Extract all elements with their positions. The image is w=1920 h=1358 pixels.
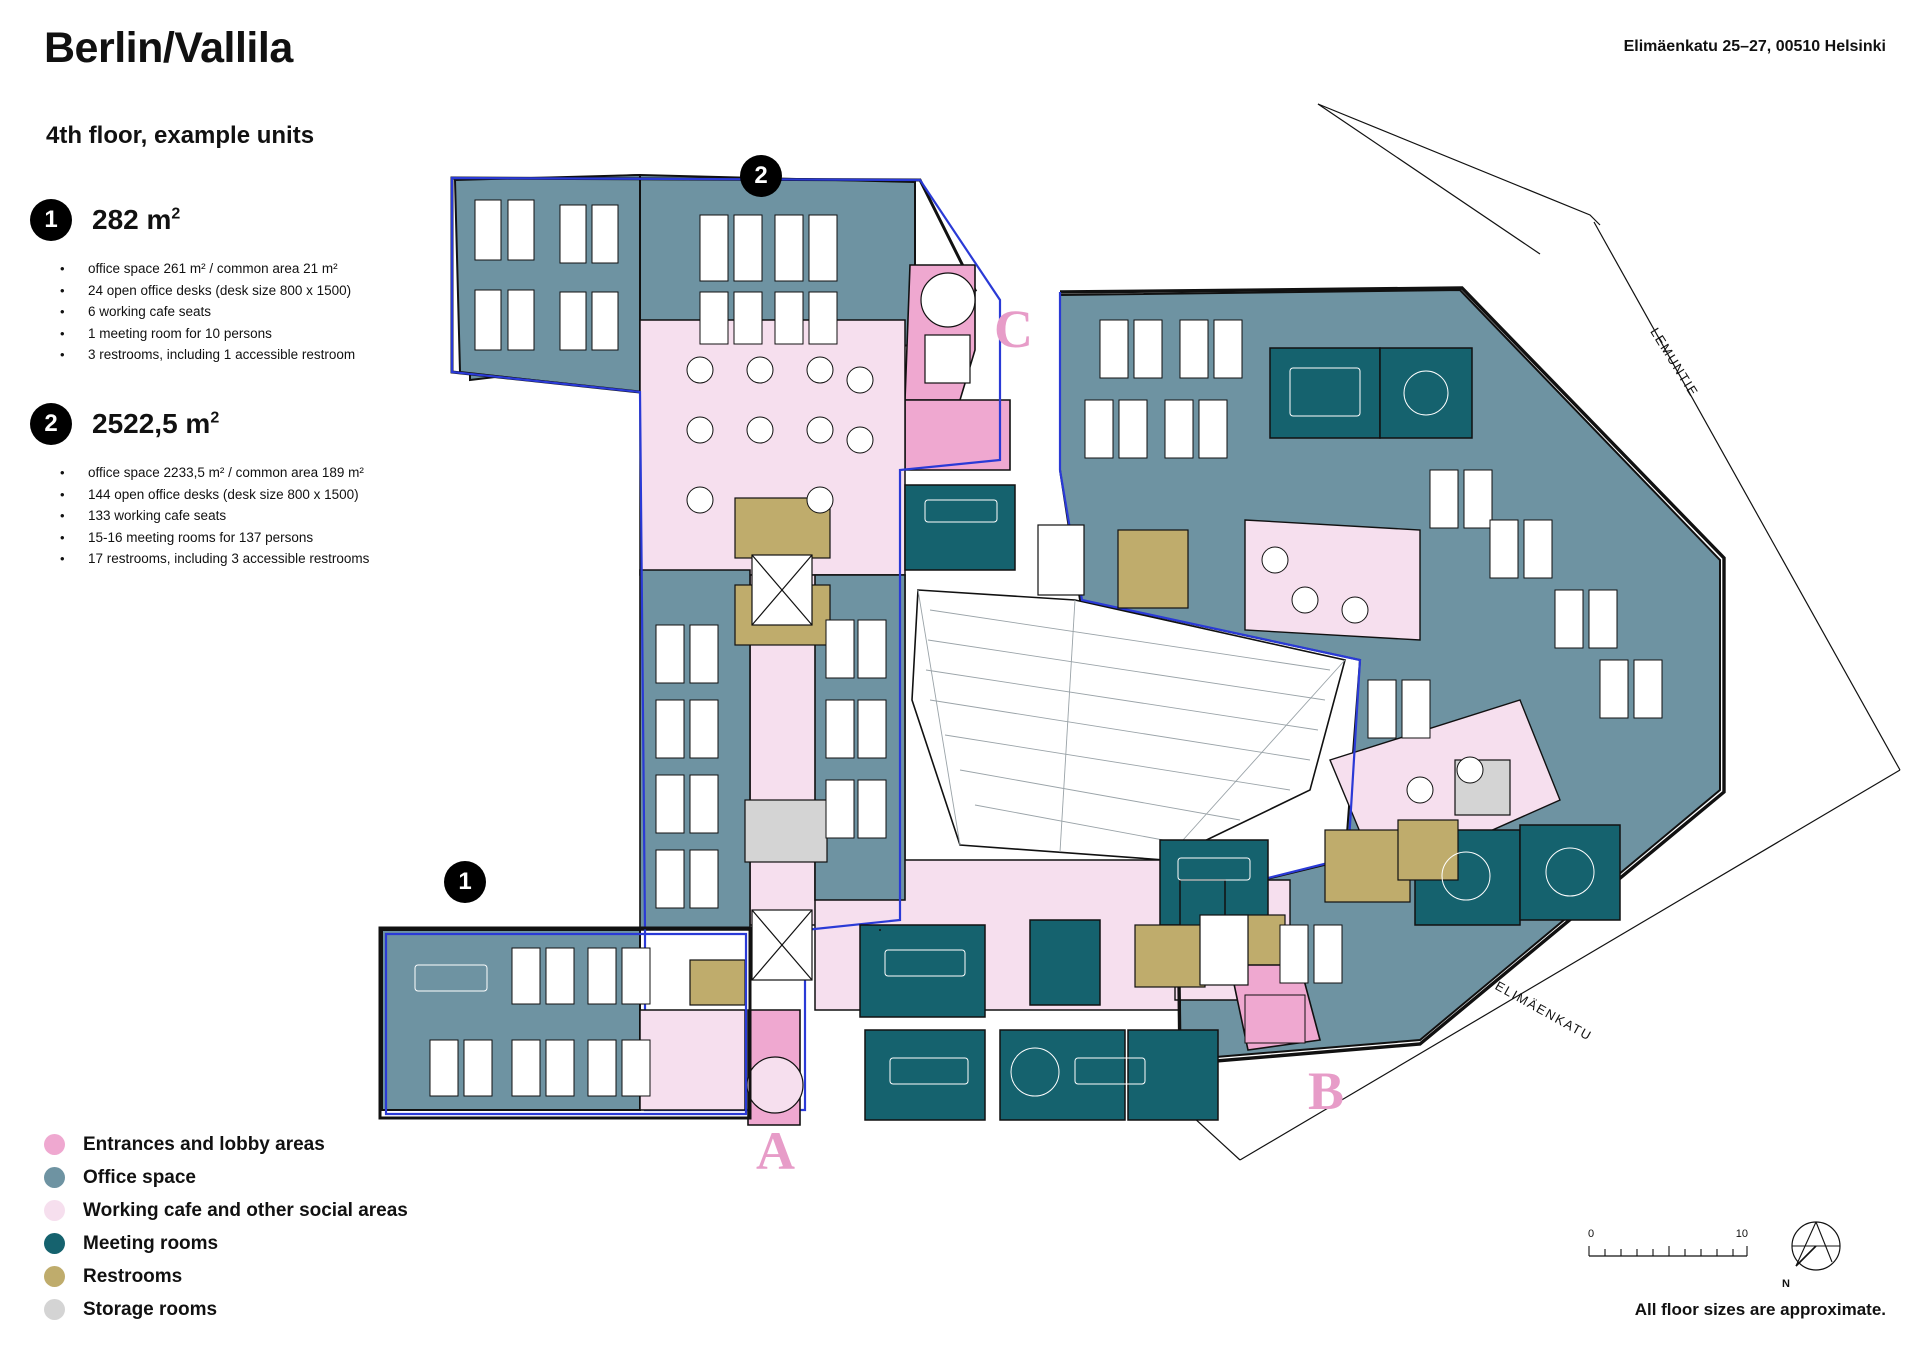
legend-label-storage: Storage rooms: [83, 1298, 218, 1320]
footnote: All floor sizes are approximate.: [1634, 1300, 1886, 1319]
list-item: • 133 working cafe seats: [52, 505, 369, 527]
unit-2-badge: 2: [30, 403, 72, 445]
scale-max: 10: [1735, 1228, 1748, 1240]
unit-1-badge: 1: [30, 199, 72, 241]
legend-swatch-restrooms: [44, 1266, 65, 1287]
list-item: • 3 restrooms, including 1 accessible restroom: [52, 344, 355, 366]
map-badge-unit-2[interactable]: 2: [740, 155, 782, 197]
entrance-label-a: A: [756, 1121, 795, 1181]
list-item: • office space 2233,5 m² / common area 189 m²: [52, 462, 369, 484]
scale-min: 0: [1588, 1228, 1595, 1240]
street-label-lemuntie: LEMUNTIE: [1647, 325, 1702, 400]
list-item: • 15-16 meeting rooms for 137 persons: [52, 527, 369, 549]
legend: [44, 1128, 408, 1326]
legend-swatch-cafe: [44, 1200, 65, 1221]
plan-zone-entrance-c: [905, 265, 1010, 470]
page-subtitle: 4th floor, example units: [46, 122, 315, 149]
legend-swatch-entrances: [44, 1134, 65, 1155]
legend-item-restrooms: [44, 1260, 408, 1293]
legend-item-storage: [44, 1293, 408, 1326]
street-label-elimaenkatu: ELIMÄENKATU: [1492, 978, 1595, 1044]
compass-icon: [1782, 1218, 1844, 1280]
entrance-label-c: C: [994, 299, 1033, 359]
unit-1-area-exponent: 2: [171, 205, 181, 223]
scale-bar-numbers: [1588, 1228, 1748, 1244]
map-badge-unit-1[interactable]: 1: [444, 861, 486, 903]
legend-swatch-meeting: [44, 1233, 65, 1254]
legend-item-meeting: [44, 1227, 408, 1260]
building-address: Elimäenkatu 25–27, 00510 Helsinki: [1623, 38, 1886, 55]
entrance-label-b: B: [1308, 1061, 1345, 1121]
page-title: Berlin/Vallila: [44, 24, 293, 72]
legend-label-entrances: Entrances and lobby areas: [83, 1133, 325, 1155]
list-item: • 6 working cafe seats: [52, 301, 355, 323]
legend-item-entrances: [44, 1128, 408, 1161]
scale-bar: [1588, 1228, 1748, 1267]
legend-swatch-office: [44, 1167, 65, 1188]
legend-item-office: [44, 1161, 408, 1194]
legend-item-cafe: [44, 1194, 408, 1227]
legend-label-restrooms: Restrooms: [83, 1265, 183, 1287]
list-item: • 1 meeting room for 10 persons: [52, 323, 355, 345]
unit-2-area-exponent: 2: [210, 409, 220, 427]
list-item: • 17 restrooms, including 3 accessible restrooms: [52, 548, 369, 570]
compass-rose: [1782, 1218, 1844, 1290]
plan-zone-entrance-a: [747, 1010, 803, 1125]
unit-2-area-value: 2522,5 m: [92, 408, 211, 439]
legend-label-meeting: Meeting rooms: [83, 1232, 219, 1254]
compass-north-label: N: [1782, 1278, 1790, 1290]
list-item: • 24 open office desks (desk size 800 x 1500): [52, 280, 355, 302]
legend-swatch-storage: [44, 1299, 65, 1320]
list-item: • office space 261 m² / common area 21 m²: [52, 258, 355, 280]
scale-bar-ticks: [1588, 1244, 1748, 1262]
unit-1-area-value: 282 m: [92, 204, 172, 235]
legend-label-office: Office space: [83, 1166, 196, 1188]
list-item: • 144 open office desks (desk size 800 x 1500): [52, 484, 369, 506]
legend-label-cafe: Working cafe and other social areas: [83, 1199, 408, 1221]
